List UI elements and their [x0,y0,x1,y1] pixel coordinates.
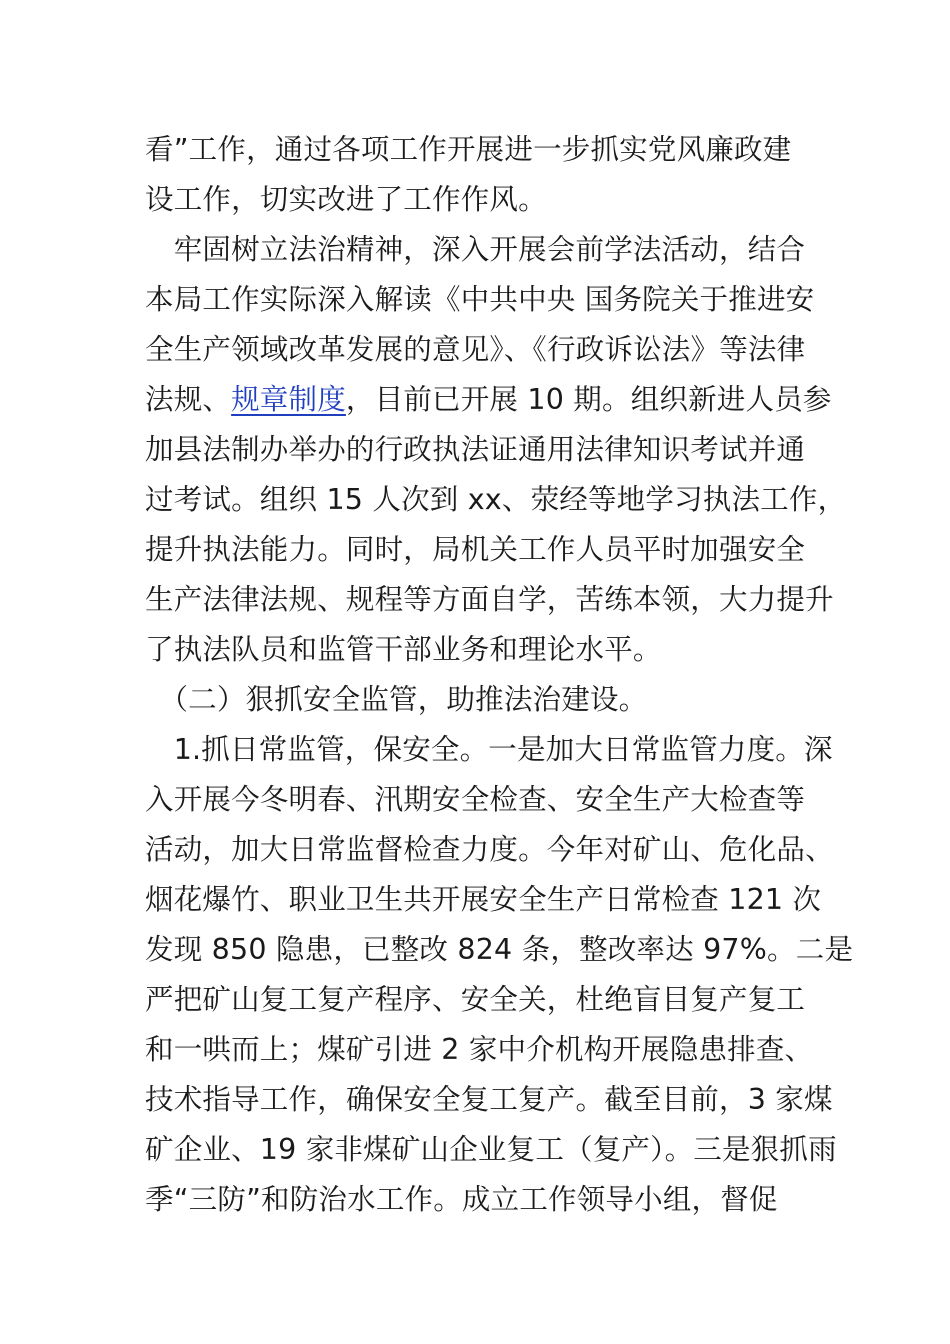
text-line: 季“三防”和防治水工作。成立工作领导小组，督促 [145,1183,778,1216]
text-line: 看”工作，通过各项工作开展进一步抓实党风廉政建 [145,133,792,166]
text-line: 过考试。组织 15 人次到 xx、荥经等地学习执法工作， [145,483,847,516]
text-line: 发现 850 隐患，已整改 824 条，整改率达 97%。二是 [145,933,854,966]
text-line: 设工作，切实改进了工作作风。 [145,183,547,216]
text-line: 和一哄而上；煤矿引进 2 家中介机构开展隐患排查、 [145,1033,814,1066]
text-line: 技术指导工作，确保安全复工复产。截至目前，3 家煤 [145,1083,833,1116]
paragraph-start-line: 1.抓日常监管，保安全。一是加大日常监管力度。深 [145,733,833,766]
paragraph-start-line: 牢固树立法治精神，深入开展会前学法活动，结合 [145,233,806,266]
text-line-with-link [145,375,832,425]
text-line: 全生产领域改革发展的意见》、《行政诉讼法》等法律 [145,333,806,366]
text-line: 加县法制办举办的行政执法证通用法律知识考试并通 [145,433,806,466]
text-line: 活动，加大日常监督检查力度。今年对矿山、危化品、 [145,833,834,866]
text-segment: ，目前已开展 10 期。组织新进人员参 [345,383,832,416]
text-line: 生产法律法规、规程等方面自学，苦练本领，大力提升 [145,583,834,616]
text-line: 提升执法能力。同时，局机关工作人员平时加强安全 [145,533,806,566]
text-line: 矿企业、19 家非煤矿山企业复工（复产）。三是狠抓雨 [145,1133,837,1166]
regulations-link[interactable]: 规章制度 [231,383,346,416]
text-line: 严把矿山复工复产程序、安全关，杜绝盲目复产复工 [145,983,806,1016]
text-line: 入开展今冬明春、汛期安全检查、安全生产大检查等 [145,783,806,816]
text-segment: 法规、 [145,383,232,416]
text-line: 烟花爆竹、职业卫生共开展安全生产日常检查 121 次 [145,883,822,916]
text-line: 本局工作实际深入解读《中共中央 国务院关于推进安 [145,283,815,316]
text-line: 了执法队员和监管干部业务和理论水平。 [145,633,662,666]
section-heading: （二）狠抓安全监管，助推法治建设。 [145,683,648,716]
